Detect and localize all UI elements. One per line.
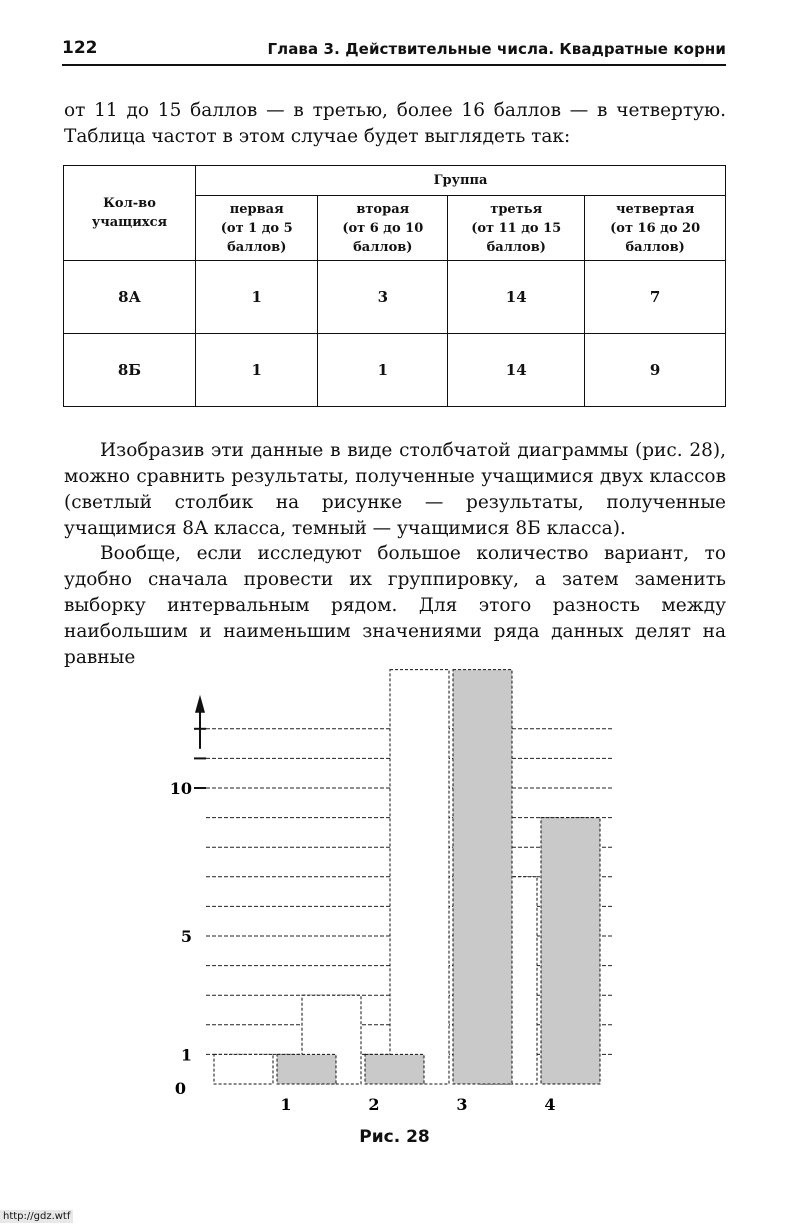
row-label-cell: 8А <box>64 261 196 334</box>
y-tick-label: 10 <box>169 779 192 798</box>
table-cell: 1 <box>196 261 318 334</box>
table-cell: 14 <box>448 334 585 407</box>
table-cell: 3 <box>318 261 448 334</box>
page-header <box>62 36 726 66</box>
figure-caption: Рис. 28 <box>359 1127 430 1147</box>
bar <box>277 1054 336 1084</box>
bar <box>453 670 512 1084</box>
column-header: вторая (от 6 до 10 баллов) <box>318 196 448 261</box>
running-title: Глава 3. Действительные числа. Квадратные корни <box>267 40 726 58</box>
y-tick-label: 5 <box>180 927 192 946</box>
table-row <box>64 261 726 334</box>
table-cell: 7 <box>585 261 726 334</box>
table-cell: 1 <box>318 334 448 407</box>
bar-chart <box>160 660 620 1120</box>
watermark-url: http://gdz.wtf <box>0 1210 73 1223</box>
x-tick-label: 4 <box>544 1095 556 1114</box>
table-cell: 1 <box>196 334 318 407</box>
table-cell: 9 <box>585 334 726 407</box>
page-number: 122 <box>62 38 98 58</box>
table-cell: 14 <box>448 261 585 334</box>
table-row <box>64 334 726 407</box>
bar <box>214 1054 273 1084</box>
column-header: первая (от 1 до 5 баллов) <box>196 196 318 261</box>
frequency-table <box>63 165 726 407</box>
y-tick-label: 1 <box>180 1045 192 1065</box>
column-header: четвертая (от 16 до 20 баллов) <box>585 196 726 261</box>
x-tick-label: 1 <box>280 1095 292 1114</box>
column-header: третья (от 11 до 15 баллов) <box>448 196 585 261</box>
y-tick-label: 0 <box>174 1079 186 1098</box>
bar <box>541 818 600 1084</box>
x-tick-label: 3 <box>456 1095 468 1114</box>
row-header-cell: Кол-во учащихся <box>64 166 196 261</box>
grouping-paragraph: Вообще, если исследуют большое количество вариант, то удобно сначала провести их группировку, а затем заменить выборку интервальным рядом. Для этого разность между наибольшим и наименьшим значениями ряда данных делят на равные <box>64 543 726 668</box>
y-axis-arrow <box>195 695 205 713</box>
diagram-paragraph: Изобразив эти данные в виде столбчатой диаграммы (рис. 28), можно сравнить результаты, полученные учащимися двух классов (светлый столбик на рисунке — результаты, полученные учащимися 8А класса, темный — учащимися 8Б класса). <box>64 440 726 539</box>
bar <box>390 670 449 1084</box>
group-header-cell: Группа <box>196 166 726 196</box>
row-label-cell: 8Б <box>64 334 196 407</box>
bar <box>365 1054 424 1084</box>
x-tick-label: 2 <box>368 1095 380 1114</box>
intro-paragraph: от 11 до 15 баллов — в третью, более 16 баллов — в четвертую. Таблица частот в этом случае будет выглядеть так: <box>64 100 726 147</box>
